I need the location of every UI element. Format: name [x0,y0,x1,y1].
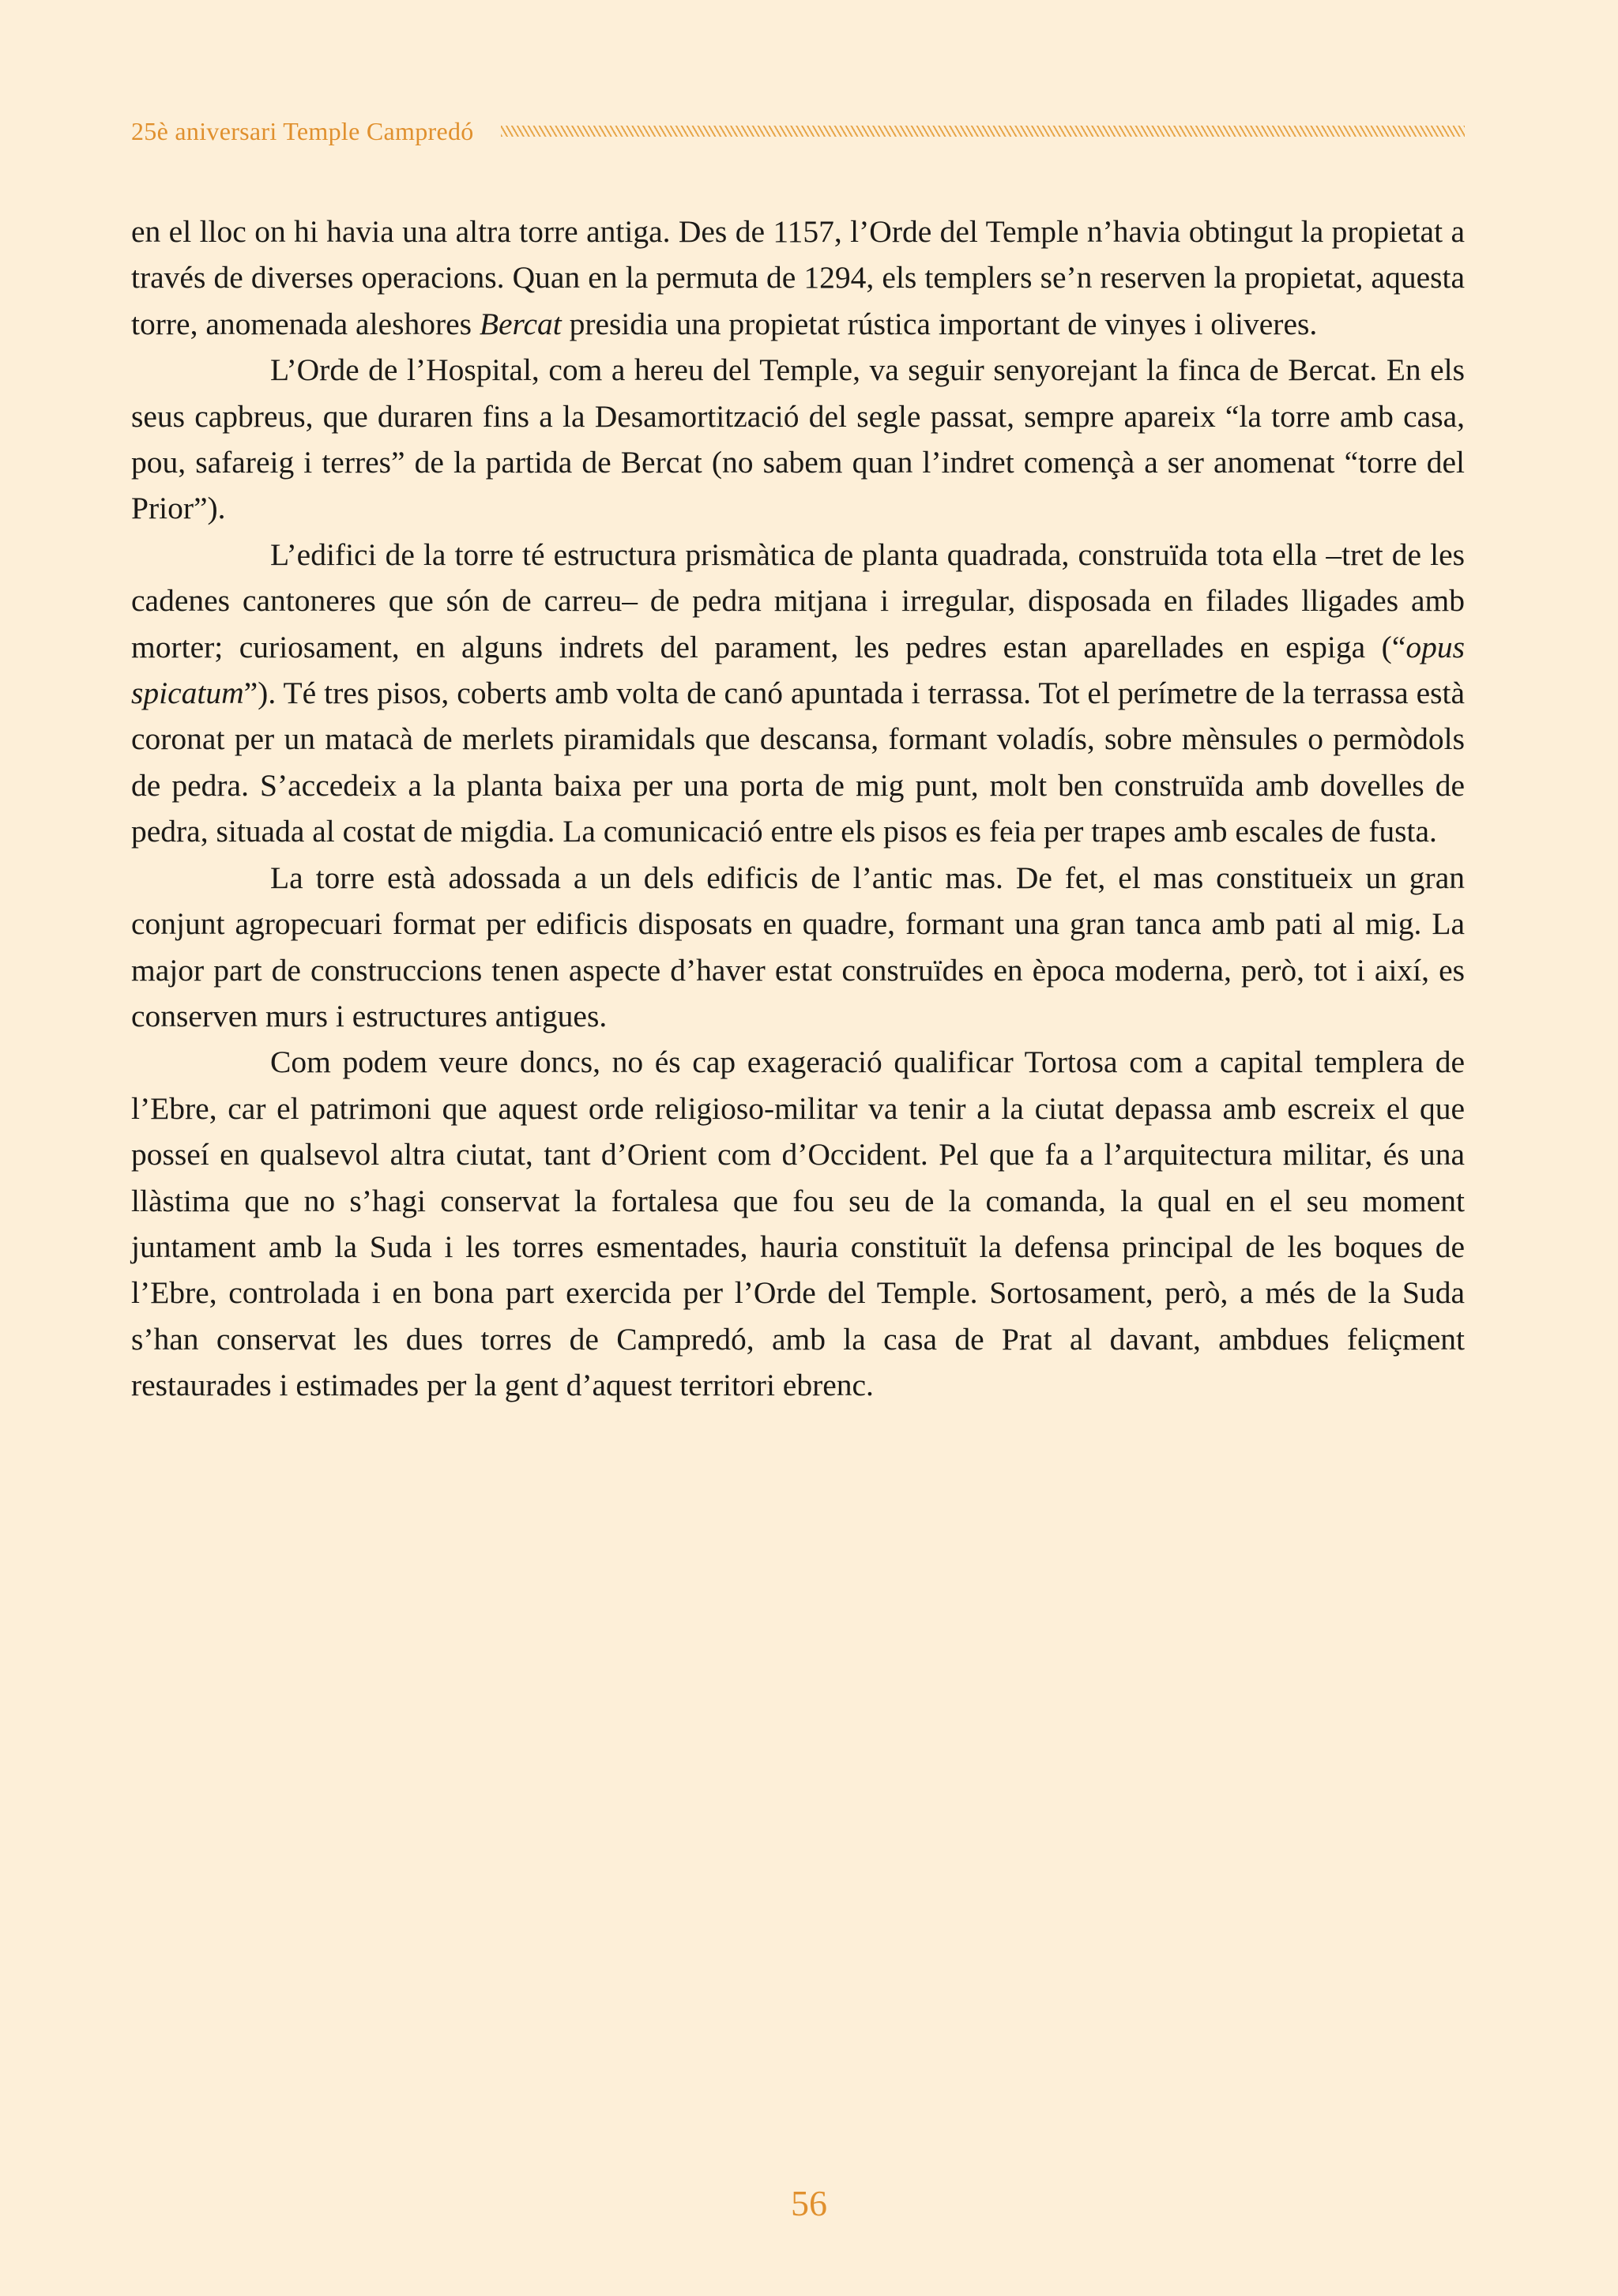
page-number: 56 [791,2183,827,2223]
running-header [131,112,1465,150]
paragraph-5: Com podem veure doncs, no és cap exageració qualificar Tortosa com a capital templera de l’Ebre, car el patrimoni que aquest orde religioso-militar va tenir a la ciutat depassa amb escreix el que posseí en qualsevol altra ciutat, tant d’Orient com d’Occident. Pel que fa a l’arquitectura militar, és una llàstima que no s’hagi conservat la fortalesa que fou seu de la comanda, la qual en el seu moment juntament amb la Suda i les torres esmentades, hauria constituït la defensa principal de les boques de l’Ebre, controlada i en bona part exercida per l’Orde del Temple. Sortosament, però, a més de la Suda s’han conservat les dues torres de Campredó, amb la casa de Prat al davant, ambdues feliçment restaurades i estimades per la gent d’aquest territori ebrenc. [131,1044,1465,1403]
header-hatched-rule [501,126,1465,137]
body-text [131,209,1465,1409]
paragraph-1: en el lloc on hi havia una altra torre antiga. Des de 1157, l’Orde del Temple n’havia obtingut la propietat a través de diverses operacions. Quan en la permuta de 1294, els templers se’n reserven la propietat, aquesta torre, anomenada aleshores Bercat presidia una propietat rústica important de vinyes i oliveres. [131,214,1465,341]
paragraph-4: La torre està adossada a un dels edificis de l’antic mas. De fet, el mas constitueix un gran conjunt agropecuari format per edificis disposats en quadre, formant una gran tanca amb pati al mig. La major part de construccions tenen aspecte d’haver estat construïdes en època moderna, però, tot i així, es conserven murs i estructures antigues. [131,860,1465,1033]
header-title: 25è aniversari Temple Campredó [131,116,474,145]
paragraph-3: L’edifici de la torre té estructura prismàtica de planta quadrada, construïda tota ella –tret de les cadenes cantoneres que són de carreu– de pedra mitjana i irregular, disposada en filades lligades amb morter; curiosament, en alguns indrets del parament, les pedres estan aparellades en espiga (“opus spicatum”). Té tres pisos, coberts amb volta de canó apuntada i terrassa. Tot el perímetre de la terrassa està coronat per un matacà de merlets piramidals que descansa, formant voladís, sobre mènsules o permòdols de pedra. S’accedeix a la planta baixa per una porta de mig punt, molt ben construïda amb dovelles de pedra, situada al costat de migdia. La comunicació entre els pisos es feia per trapes amb escales de fusta. [131,536,1465,849]
italic-term-bercat: Bercat [479,306,562,341]
italic-term-opus-spicatum: opus spicatum [131,629,1465,711]
paragraph-2: L’Orde de l’Hospital, com a hereu del Temple, va seguir senyorejant la finca de Bercat. En els seus capbreus, que duraren fins a la Desamortització del segle passat, sempre apareix “la torre amb casa, pou, safareig i terres” de la partida de Bercat (no sabem quan l’indret començà a ser anomenat “torre del Prior”). [131,352,1465,526]
